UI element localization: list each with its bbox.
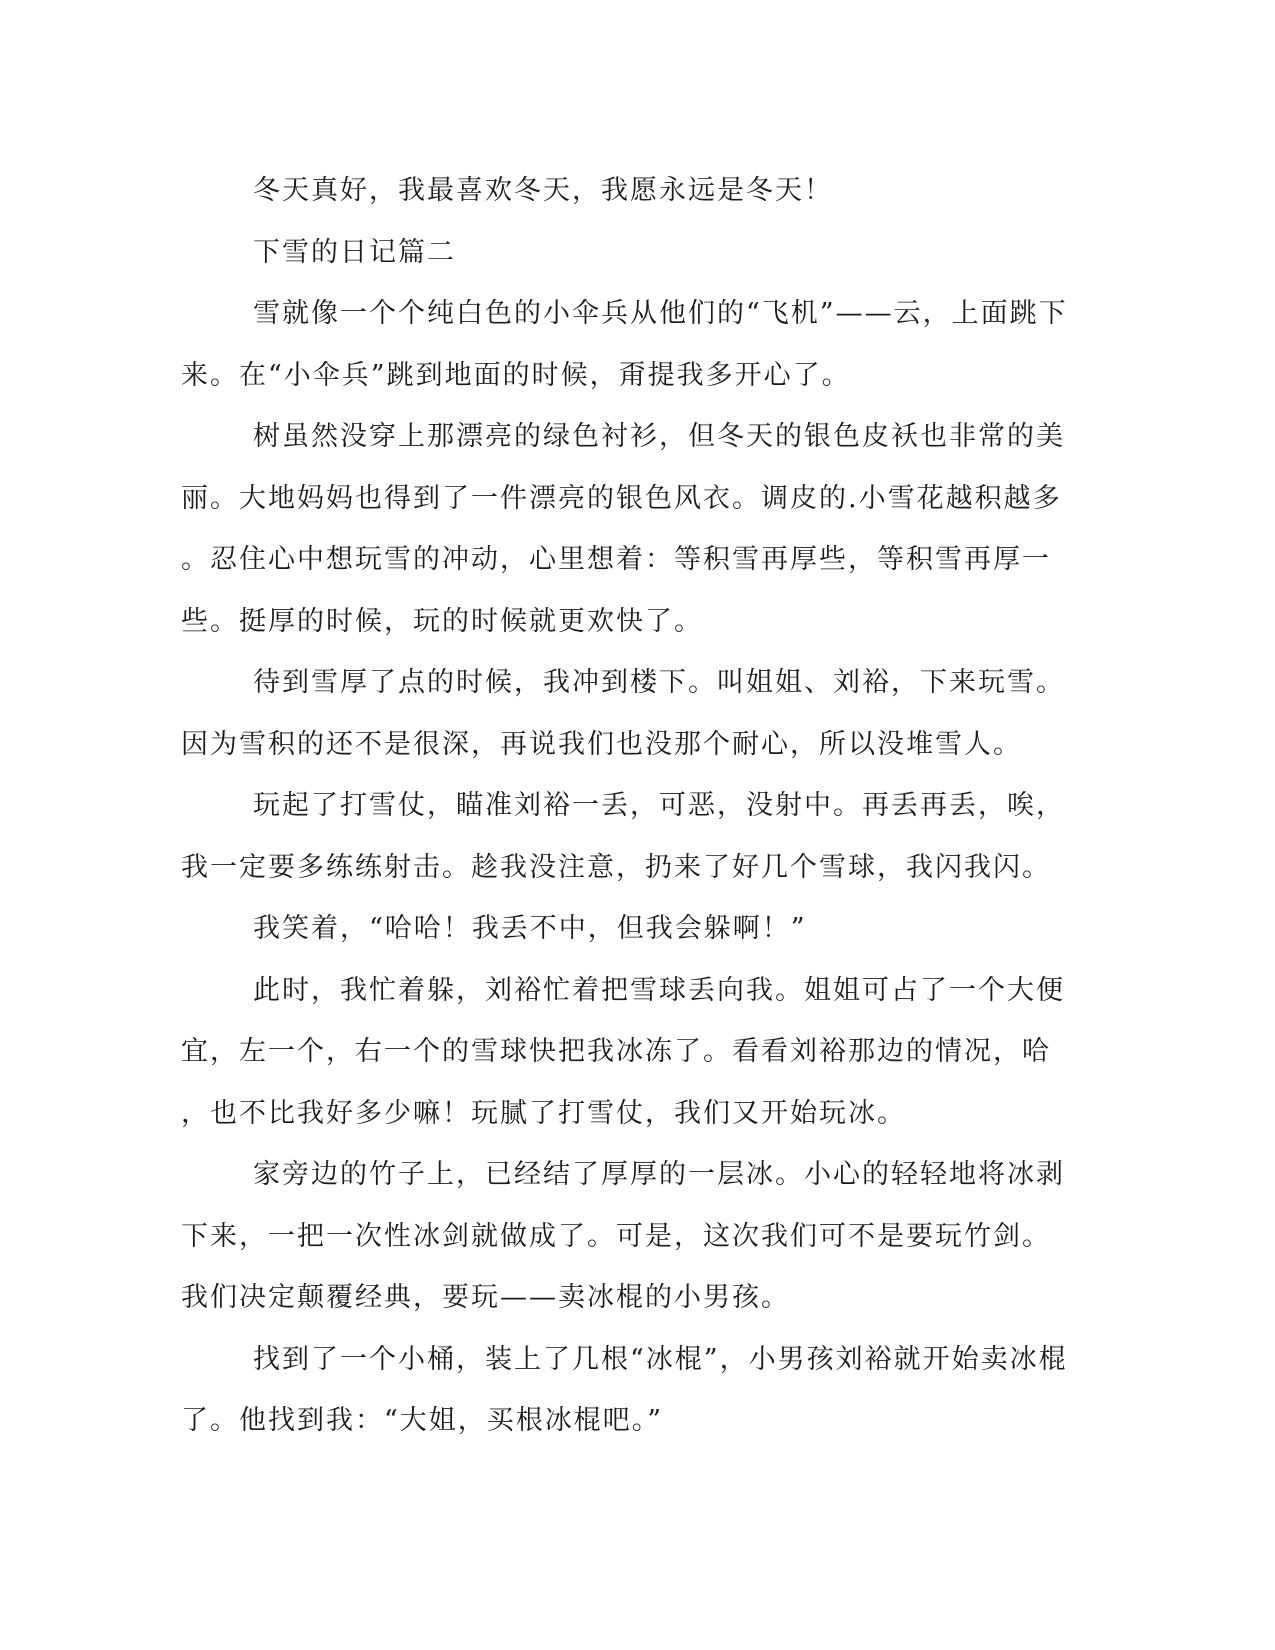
text-line-7: 。忍住心中想玩雪的冲动，心里想着：等积雪再厚些，等积雪再厚一 bbox=[181, 544, 1051, 575]
document-body bbox=[181, 160, 1068, 1452]
text-line-18: 下来，一把一次性冰剑就做成了。可是，这次我们可不是要玩竹剑。 bbox=[181, 1220, 1051, 1252]
text-line-14: 此时，我忙着躲，刘裕忙着把雪球丢向我。姐姐可占了一个大便 bbox=[253, 974, 1065, 1006]
text-line-8: 些。挺厚的时候，玩的时候就更欢快了。 bbox=[181, 605, 703, 637]
text-line-1: 冬天真好，我最喜欢冬天，我愿永远是冬天！ bbox=[253, 175, 833, 206]
text-line-17: 家旁边的竹子上，已经结了厚厚的一层冰。小心的轻轻地将冰剥 bbox=[253, 1159, 1065, 1190]
text-line-21: 了。他找到我：“大姐，买根冰棍吧。” bbox=[181, 1405, 664, 1436]
text-line-3: 雪就像一个个纯白色的小伞兵从他们的“飞机”——云，上面跳下 bbox=[253, 298, 1068, 329]
text-line-20: 找到了一个小桶，装上了几根“冰棍”，小男孩刘裕就开始卖冰棍 bbox=[253, 1343, 1068, 1375]
text-line-19: 我们决定颠覆经典，要玩——卖冰棍的小男孩。 bbox=[181, 1282, 790, 1313]
text-line-12: 我一定要多练练射击。趁我没注意，扔来了好几个雪球，我闪我闪。 bbox=[181, 851, 1051, 883]
section-heading: 下雪的日记篇二 bbox=[253, 236, 456, 268]
text-line-4: 来。在“小伞兵”跳到地面的时候，甭提我多开心了。 bbox=[181, 359, 851, 391]
text-line-10: 因为雪积的还不是很深，再说我们也没那个耐心，所以没堆雪人。 bbox=[181, 728, 1022, 760]
text-line-6: 丽。大地妈妈也得到了一件漂亮的银色风衣。调皮的.小雪花越积越多 bbox=[181, 482, 1062, 514]
text-line-11: 玩起了打雪仗，瞄准刘裕一丢，可恶，没射中。再丢再丢，唉， bbox=[253, 790, 1065, 821]
text-line-9: 待到雪厚了点的时候，我冲到楼下。叫姐姐、刘裕，下来玩雪。 bbox=[253, 667, 1065, 698]
text-line-16: ，也不比我好多少嘛！玩腻了打雪仗，我们又开始玩冰。 bbox=[181, 1097, 906, 1129]
text-line-15: 宜，左一个，右一个的雪球快把我冰冻了。看看刘裕那边的情况，哈 bbox=[181, 1036, 1051, 1067]
text-line-13: 我笑着，“哈哈！我丢不中，但我会躲啊！” bbox=[253, 913, 807, 944]
text-line-5: 树虽然没穿上那漂亮的绿色衬衫，但冬天的银色皮袄也非常的美 bbox=[253, 421, 1065, 452]
